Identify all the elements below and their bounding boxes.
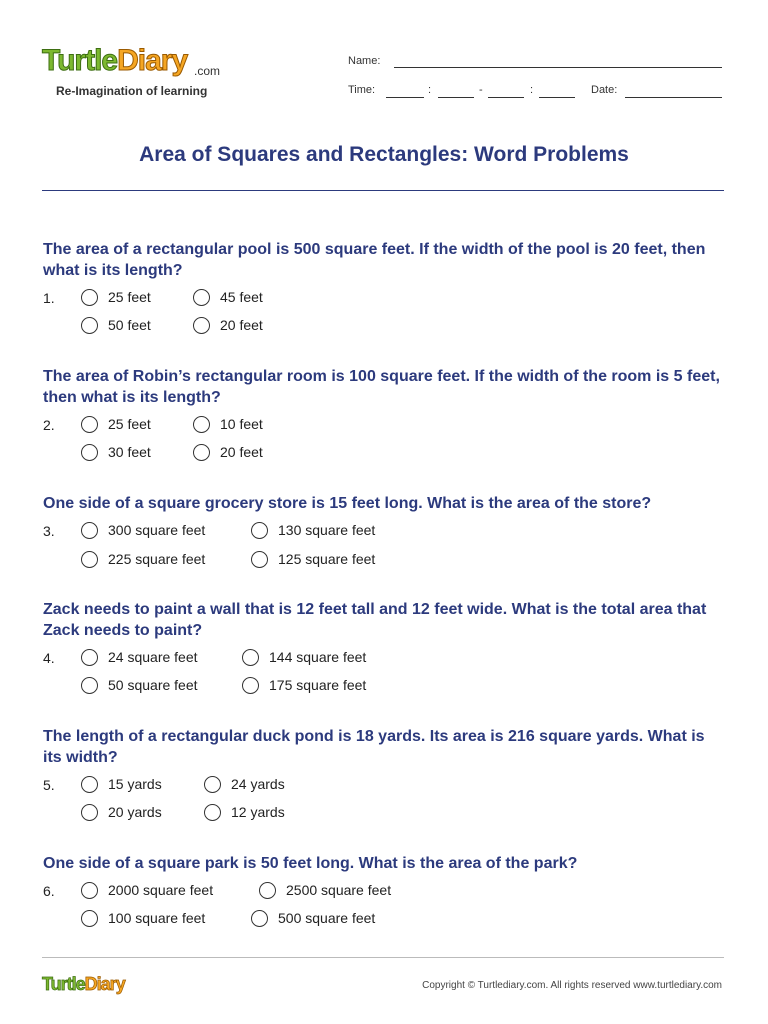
radio-circle-icon[interactable]	[81, 289, 98, 306]
question-number: 6.	[43, 883, 55, 899]
title-divider	[42, 190, 724, 191]
question-text: Zack needs to paint a wall that is 12 feet tall and 12 feet wide. What is the total area that Zack needs to paint?	[43, 601, 707, 639]
logo-dotcom: .com	[194, 64, 221, 78]
date-field[interactable]	[625, 97, 722, 98]
option-a[interactable]: 300 square feet	[81, 519, 205, 541]
radio-circle-icon[interactable]	[193, 317, 210, 334]
option-b[interactable]: 130 square feet	[251, 519, 375, 541]
radio-circle-icon[interactable]	[81, 444, 98, 461]
option-a[interactable]: 15 yards	[81, 773, 162, 795]
question-number: 2.	[43, 417, 55, 433]
answer-options	[43, 883, 727, 939]
option-b[interactable]: 45 feet	[193, 286, 263, 308]
radio-circle-icon[interactable]	[81, 551, 98, 568]
question-number: 3.	[43, 523, 55, 539]
radio-circle-icon[interactable]	[251, 910, 268, 927]
radio-circle-icon[interactable]	[81, 804, 98, 821]
option-c[interactable]: 20 yards	[81, 801, 162, 823]
time-end-minute-field[interactable]	[539, 97, 575, 98]
question-text: One side of a square park is 50 feet long. What is the area of the park?	[43, 855, 578, 872]
option-b[interactable]: 10 feet	[193, 413, 263, 435]
option-b[interactable]: 24 yards	[204, 773, 285, 795]
option-c[interactable]: 100 square feet	[81, 907, 205, 929]
answer-options	[43, 290, 727, 346]
time-dash: -	[479, 84, 483, 96]
question-number: 1.	[43, 290, 55, 306]
time-end-hour-field[interactable]	[488, 97, 524, 98]
radio-circle-icon[interactable]	[81, 317, 98, 334]
question-text: The length of a rectangular duck pond is 18 yards. Its area is 216 square yards. What is its width?	[43, 728, 705, 766]
option-d[interactable]: 175 square feet	[242, 674, 366, 696]
option-b[interactable]: 144 square feet	[242, 646, 366, 668]
logo-wordmark: TurtleDiary	[42, 44, 188, 77]
radio-circle-icon[interactable]	[259, 882, 276, 899]
option-c[interactable]: 50 feet	[81, 314, 151, 336]
radio-circle-icon[interactable]	[204, 804, 221, 821]
question-text: The area of Robin’s rectangular room is 100 square feet. If the width of the room is 5 feet, then what is its length?	[43, 368, 720, 406]
question-number: 5.	[43, 777, 55, 793]
question-5	[43, 726, 727, 833]
radio-circle-icon[interactable]	[81, 776, 98, 793]
radio-circle-icon[interactable]	[251, 522, 268, 539]
radio-circle-icon[interactable]	[193, 289, 210, 306]
radio-circle-icon[interactable]	[204, 776, 221, 793]
radio-circle-icon[interactable]	[81, 522, 98, 539]
radio-circle-icon[interactable]	[193, 444, 210, 461]
turtlediary-logo	[42, 44, 232, 104]
name-label: Name:	[348, 55, 381, 67]
question-number: 4.	[43, 650, 55, 666]
radio-circle-icon[interactable]	[81, 649, 98, 666]
option-a[interactable]: 25 feet	[81, 413, 151, 435]
answer-options	[43, 777, 727, 833]
copyright-text: Copyright © Turtlediary.com. All rights reserved www.turtlediary.com	[422, 980, 722, 991]
question-4	[43, 599, 727, 706]
option-b[interactable]: 2500 square feet	[259, 879, 391, 901]
time-colon-1: :	[428, 84, 432, 96]
question-text: The area of a rectangular pool is 500 square feet. If the width of the pool is 20 feet, then what is its length?	[43, 241, 706, 279]
option-c[interactable]: 225 square feet	[81, 548, 205, 570]
radio-circle-icon[interactable]	[193, 416, 210, 433]
option-a[interactable]: 24 square feet	[81, 646, 198, 668]
option-c[interactable]: 50 square feet	[81, 674, 198, 696]
radio-circle-icon[interactable]	[81, 882, 98, 899]
footer-divider	[42, 957, 724, 958]
option-d[interactable]: 12 yards	[204, 801, 285, 823]
radio-circle-icon[interactable]	[81, 416, 98, 433]
time-colon-2: :	[530, 84, 534, 96]
radio-circle-icon[interactable]	[242, 677, 259, 694]
time-hour-field[interactable]	[386, 97, 424, 98]
question-3	[43, 493, 727, 579]
answer-options	[43, 523, 727, 579]
option-d[interactable]: 20 feet	[193, 441, 263, 463]
radio-circle-icon[interactable]	[81, 910, 98, 927]
tagline: Re-Imagination of learning	[56, 84, 208, 98]
question-1	[43, 239, 727, 346]
radio-circle-icon[interactable]	[81, 677, 98, 694]
time-label: Time:	[348, 84, 376, 96]
option-a[interactable]: 25 feet	[81, 286, 151, 308]
answer-options	[43, 417, 727, 473]
date-label: Date:	[591, 84, 618, 96]
time-minute-field[interactable]	[438, 97, 474, 98]
option-c[interactable]: 30 feet	[81, 441, 151, 463]
option-a[interactable]: 2000 square feet	[81, 879, 213, 901]
radio-circle-icon[interactable]	[242, 649, 259, 666]
name-field[interactable]	[394, 67, 722, 68]
question-6	[43, 853, 727, 939]
option-d[interactable]: 125 square feet	[251, 548, 375, 570]
option-d[interactable]: 20 feet	[193, 314, 263, 336]
radio-circle-icon[interactable]	[251, 551, 268, 568]
footer-logo: TurtleDiary	[42, 974, 125, 994]
option-d[interactable]: 500 square feet	[251, 907, 375, 929]
question-2	[43, 366, 727, 473]
answer-options	[43, 650, 727, 706]
page-title: Area of Squares and Rectangles: Word Problems	[139, 143, 629, 166]
question-text: One side of a square grocery store is 15 feet long. What is the area of the store?	[43, 495, 652, 512]
